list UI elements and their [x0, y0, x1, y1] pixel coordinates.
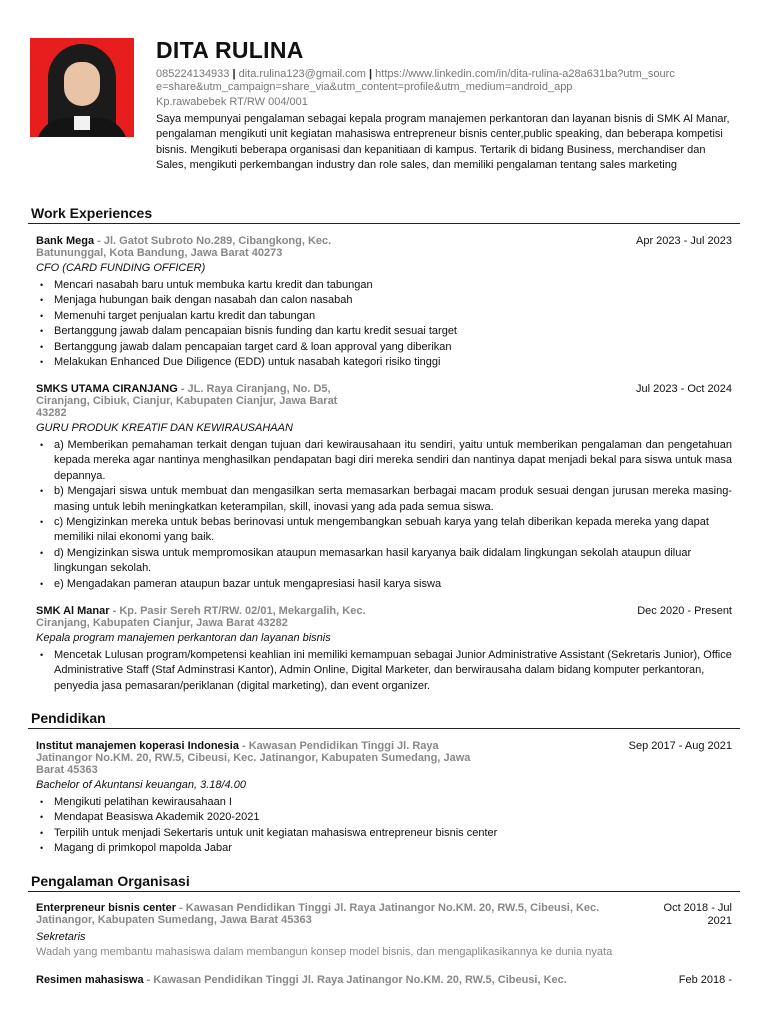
list-item: • Mengikuti pelatihan kewirausahaan I: [36, 795, 732, 810]
org-location: - JL. Raya Ciranjang, No. D5, Ciranjang, Cibiuk, Cianjur, Kabupaten Cianjur, Jawa Barat 43282: [36, 383, 338, 419]
profile-summary: Saya mempunyai pengalaman sebagai kepala program manajemen perkantoran dan layanan bisnis di SMK Al Manar, pengalaman mengikuti unit kegiatan mahasiswa entrepreneur bisnis center,public speaking, dan beberapa kompetisi bisnis. Mengikuti beberapa organisasi dan kepanitiaan di kampus. Tertarik di bidang Business, merchandiser dan Sales, mengikuti perkembangan industry dan role sales, dan memiliki pengalaman tentang sales marketing: [156, 113, 730, 172]
profile-photo: [30, 38, 134, 137]
organization-section-header: [30, 873, 740, 892]
work-entry: [36, 235, 732, 370]
entry-role: Bachelor of Akuntansi keuangan, 3.18/4.00: [36, 779, 246, 791]
section-divider: [28, 223, 740, 224]
address-text: Kp.rawabebek RT/RW 004/001: [156, 96, 308, 108]
org-name: Resimen mahasiswa: [36, 974, 144, 986]
entry-org: [36, 974, 636, 986]
entry-date: Oct 2018 - Jul 2021: [663, 902, 732, 927]
work-entry: [36, 383, 732, 592]
section-divider: [28, 891, 740, 892]
entry-date: Feb 2018 -: [678, 974, 732, 986]
list-item: • e) Mengadakan pameran ataupun bazar untuk mengapresiasi hasil karya siswa: [36, 577, 732, 592]
entry-org: [36, 740, 476, 776]
list-item: • Mendapat Beasiswa Akademik 2020-2021: [36, 810, 732, 825]
education-section-header: [30, 710, 740, 729]
list-item: • Menjaga hubungan baik dengan nasabah dan calon nasabah: [36, 293, 732, 308]
entry-org: [36, 383, 366, 419]
entry-bullets: [36, 438, 732, 592]
org-name: Enterpreneur bisnis center: [36, 902, 176, 914]
org-name: Institut manajemen koperasi Indonesia: [36, 740, 239, 752]
organization-entry: [36, 974, 732, 986]
list-item: • Magang di primkopol mapolda Jabar: [36, 841, 732, 856]
org-location: - Kp. Pasir Sereh RT/RW. 02/01, Mekargalih, Kec. Ciranjang, Kabupaten Cianjur, Jawa Barat 43282: [36, 605, 366, 629]
list-item: • d) Mengizinkan siswa untuk mempromosikan ataupun memasarkan hasil karyanya baik didalam lingkungan sekolah ataupun diluar lingkungan sekolah.: [36, 546, 732, 577]
org-name: Bank Mega: [36, 235, 95, 247]
org-name: SMKS UTAMA CIRANJANG: [36, 383, 178, 395]
entry-bullets: [36, 648, 732, 694]
contact-separator: |: [369, 68, 373, 80]
entry-role: GURU PRODUK KREATIF DAN KEWIRAUSAHAAN: [36, 422, 293, 434]
entry-date: Dec 2020 - Present: [637, 605, 732, 617]
contact-line: [156, 68, 676, 94]
entry-date: Apr 2023 - Jul 2023: [635, 235, 732, 247]
section-divider: [28, 728, 740, 729]
entry-role: CFO (CARD FUNDING OFFICER): [36, 262, 206, 274]
list-item: • Mencetak Lulusan program/kompetensi keahlian ini memiliki kemampuan sebagai Junior Administrative Assistant (Sekretaris Junior), Office Administrative Staff (Staf Adminstrasi Kantor), Admin Online, Digital Marketer, dan berwirausaha dalam bidang komputer perkantoran, penyedia jasa pemasaran/periklanan (digital marketing), dan event organizer.: [36, 648, 732, 694]
contact-separator: |: [232, 68, 236, 80]
phone-text: 085224134933: [156, 68, 230, 80]
candidate-name: DITA RULINA: [156, 37, 304, 63]
entry-bullets: [36, 795, 732, 857]
list-item: • Melakukan Enhanced Due Diligence (EDD) untuk nasabah kategori risiko tinggi: [36, 355, 732, 370]
list-item: • c) Mengizinkan mereka untuk bebas berinovasi untuk mengembangkan sebuah karya yang telah diberikan kepada mereka yang dapat memiliki nilai ekonomi yang baik.: [36, 515, 732, 546]
list-item: • Bertanggung jawab dalam pencapaian target card & loan approval yang diberikan: [36, 340, 732, 355]
email-link[interactable]: dita.rulina123@gmail.com: [238, 68, 366, 80]
entry-role: Sekretaris: [36, 931, 86, 943]
org-location: - Kawasan Pendidikan Tinggi Jl. Raya Jatinangor No.KM. 20, RW.5, Cibeusi, Kec. Jatinangor, Kabupaten Sumedang, Jawa Barat 45363: [36, 740, 471, 776]
entry-org: [36, 605, 376, 629]
entry-role: Kepala program manajemen perkantoran dan layanan bisnis: [36, 632, 331, 644]
work-section-header: [30, 205, 740, 224]
list-item: • Terpilih untuk menjadi Sekertaris untuk unit kegiatan mahasiswa entrepreneur bisnis center: [36, 826, 732, 841]
entry-org: [36, 235, 376, 259]
list-item: • b) Mengajari siswa untuk membuat dan mengasilkan serta memasarkan berbagai macam produk sesuai dengan jurusan mereka masing-masing untuk lebih meningkatkan keterampilan, skill, inovasi yang ada pada semua siswa.: [36, 484, 732, 515]
list-item: • Bertanggung jawab dalam pencapaian bisnis funding dan kartu kredit sesuai target: [36, 324, 732, 339]
entry-org: [36, 902, 636, 926]
entry-description: Wadah yang membantu mahasiswa dalam membangun konsep model bisnis, dan mengaplikasikannya ke dunia nyata: [36, 946, 613, 958]
list-item: • a) Memberikan pemahaman terkait dengan tujuan dari kewirausahaan itu sendiri, yaitu untuk memberikan pengalaman dan pengetahuan kepada mereka agar nantinya menghasilkan pendapatan bagi diri mereka sendiri dan nantinya dapat menjadi bekal para siswa untuk masa depannya.: [36, 438, 732, 484]
org-location: - Jl. Gatot Subroto No.289, Cibangkong, Kec. Batununggal, Kota Bandung, Jawa Barat 40273: [36, 235, 332, 259]
entry-bullets: [36, 278, 732, 370]
work-entry: [36, 605, 732, 694]
entry-date: Sep 2017 - Aug 2021: [628, 740, 732, 752]
education-entry: [36, 740, 732, 857]
org-name: SMK Al Manar: [36, 605, 110, 617]
section-title: Pendidikan: [31, 710, 106, 726]
linkedin-link[interactable]: https://www.linkedin.com/in/dita-rulina-a28a631ba?utm_source=share&utm_campaign=share_via&utm_content=profile&utm_medium=android_app: [156, 68, 675, 93]
organization-entry: [36, 902, 732, 958]
org-location: - Kawasan Pendidikan Tinggi Jl. Raya Jatinangor No.KM. 20, RW.5, Cibeusi, Kec.: [143, 974, 567, 986]
entry-date: Jul 2023 - Oct 2024: [635, 383, 732, 395]
section-title: Pengalaman Organisasi: [31, 873, 190, 889]
list-item: • Mencari nasabah baru untuk membuka kartu kredit dan tabungan: [36, 278, 732, 293]
section-title: Work Experiences: [31, 205, 153, 221]
org-location: - Kawasan Pendidikan Tinggi Jl. Raya Jatinangor No.KM. 20, RW.5, Cibeusi, Kec. Jatinangor, Kabupaten Sumedang, Jawa Barat 45363: [36, 902, 600, 926]
list-item: • Memenuhi target penjualan kartu kredit dan tabungan: [36, 309, 732, 324]
